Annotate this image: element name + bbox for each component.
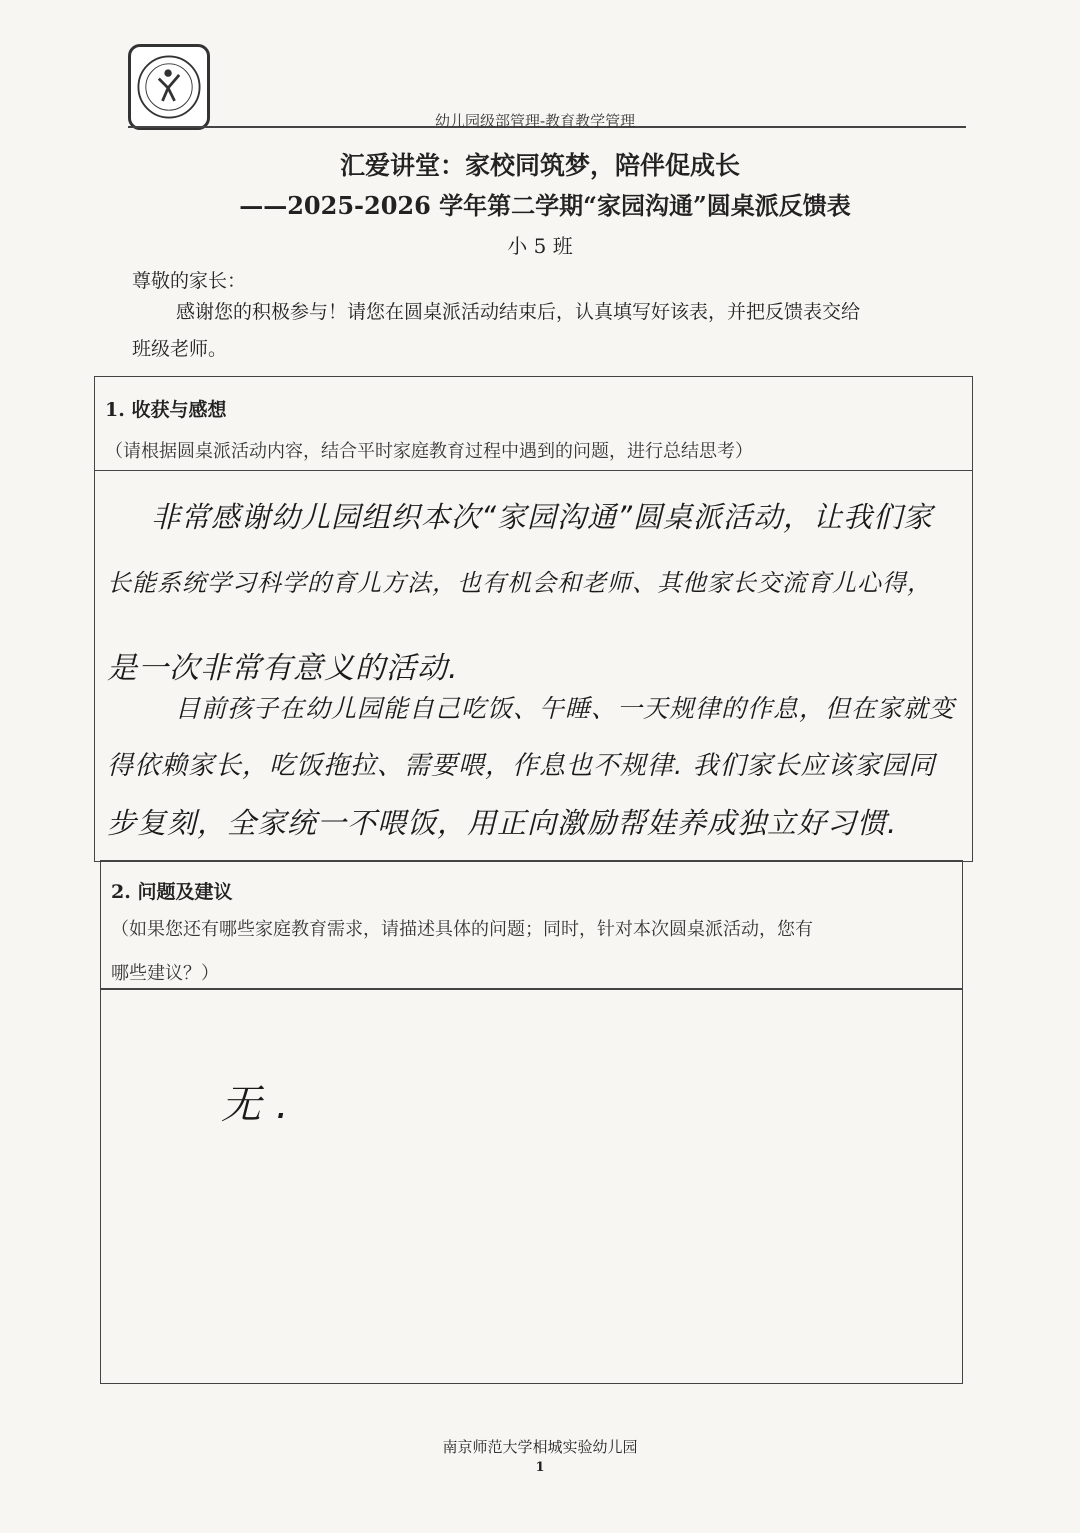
section-1-header — [95, 377, 972, 471]
form-subtitle: ——2025-2026 学年第二学期“家园沟通”圆桌派反馈表 — [239, 191, 851, 220]
kindergarten-seal-icon — [128, 44, 210, 130]
section-2-handwriting: 无 . — [221, 1082, 290, 1128]
handwriting-line-3: 是一次非常有意义的活动. — [107, 651, 459, 686]
intro-line-1: 感谢您的积极参与！请您在圆桌派活动结束后，认真填写好该表，并把反馈表交给 — [176, 301, 861, 323]
page-number: 1 — [535, 1460, 545, 1475]
form-title: 汇爱讲堂：家校同筑梦，陪伴促成长 — [339, 151, 740, 180]
handwriting-line-2: 长能系统学习科学的育儿方法，也有机会和老师、其他家长交流育儿心得， — [107, 569, 932, 597]
handwriting-line-5: 得依赖家长，吃饭拖拉、需要喂，作息也不规律. 我们家长应该家园同 — [107, 751, 936, 781]
handwriting-line-6: 步复刻，全家统一不喂饭，用正向激励帮娃养成独立好习惯. — [107, 806, 898, 840]
section-1-hint: （请根据圆桌派活动内容，结合平时家庭教育过程中遇到的问题，进行总结思考） — [105, 441, 753, 462]
section-2-hint-line-2: 哪些建议？） — [111, 963, 219, 984]
section-1-box — [94, 376, 973, 862]
section-2-title: 2. 问题及建议 — [111, 881, 233, 903]
handwriting-line-4: 目前孩子在幼儿园能自己吃饭、午睡、一天规律的作息，但在家就变 — [175, 694, 956, 723]
class-name: 小 5 班 — [507, 234, 573, 258]
school-footer: 南京师范大学相城实验幼儿园 — [442, 1438, 638, 1456]
department-header: 幼儿园级部管理-教育教学管理 — [435, 112, 636, 130]
section-2-answer-box — [100, 988, 963, 1384]
intro-line-2: 班级老师。 — [132, 338, 228, 360]
greeting: 尊敬的家长： — [132, 270, 247, 292]
handwriting-line-1: 非常感谢幼儿园组织本次“家园沟通”圆桌派活动，让我们家 — [151, 500, 934, 534]
section-2-header — [100, 860, 963, 990]
section-1-title: 1. 收获与感想 — [105, 399, 227, 421]
section-2-hint-line-1: （如果您还有哪些家庭教育需求，请描述具体的问题；同时，针对本次圆桌派活动，您有 — [111, 919, 813, 940]
